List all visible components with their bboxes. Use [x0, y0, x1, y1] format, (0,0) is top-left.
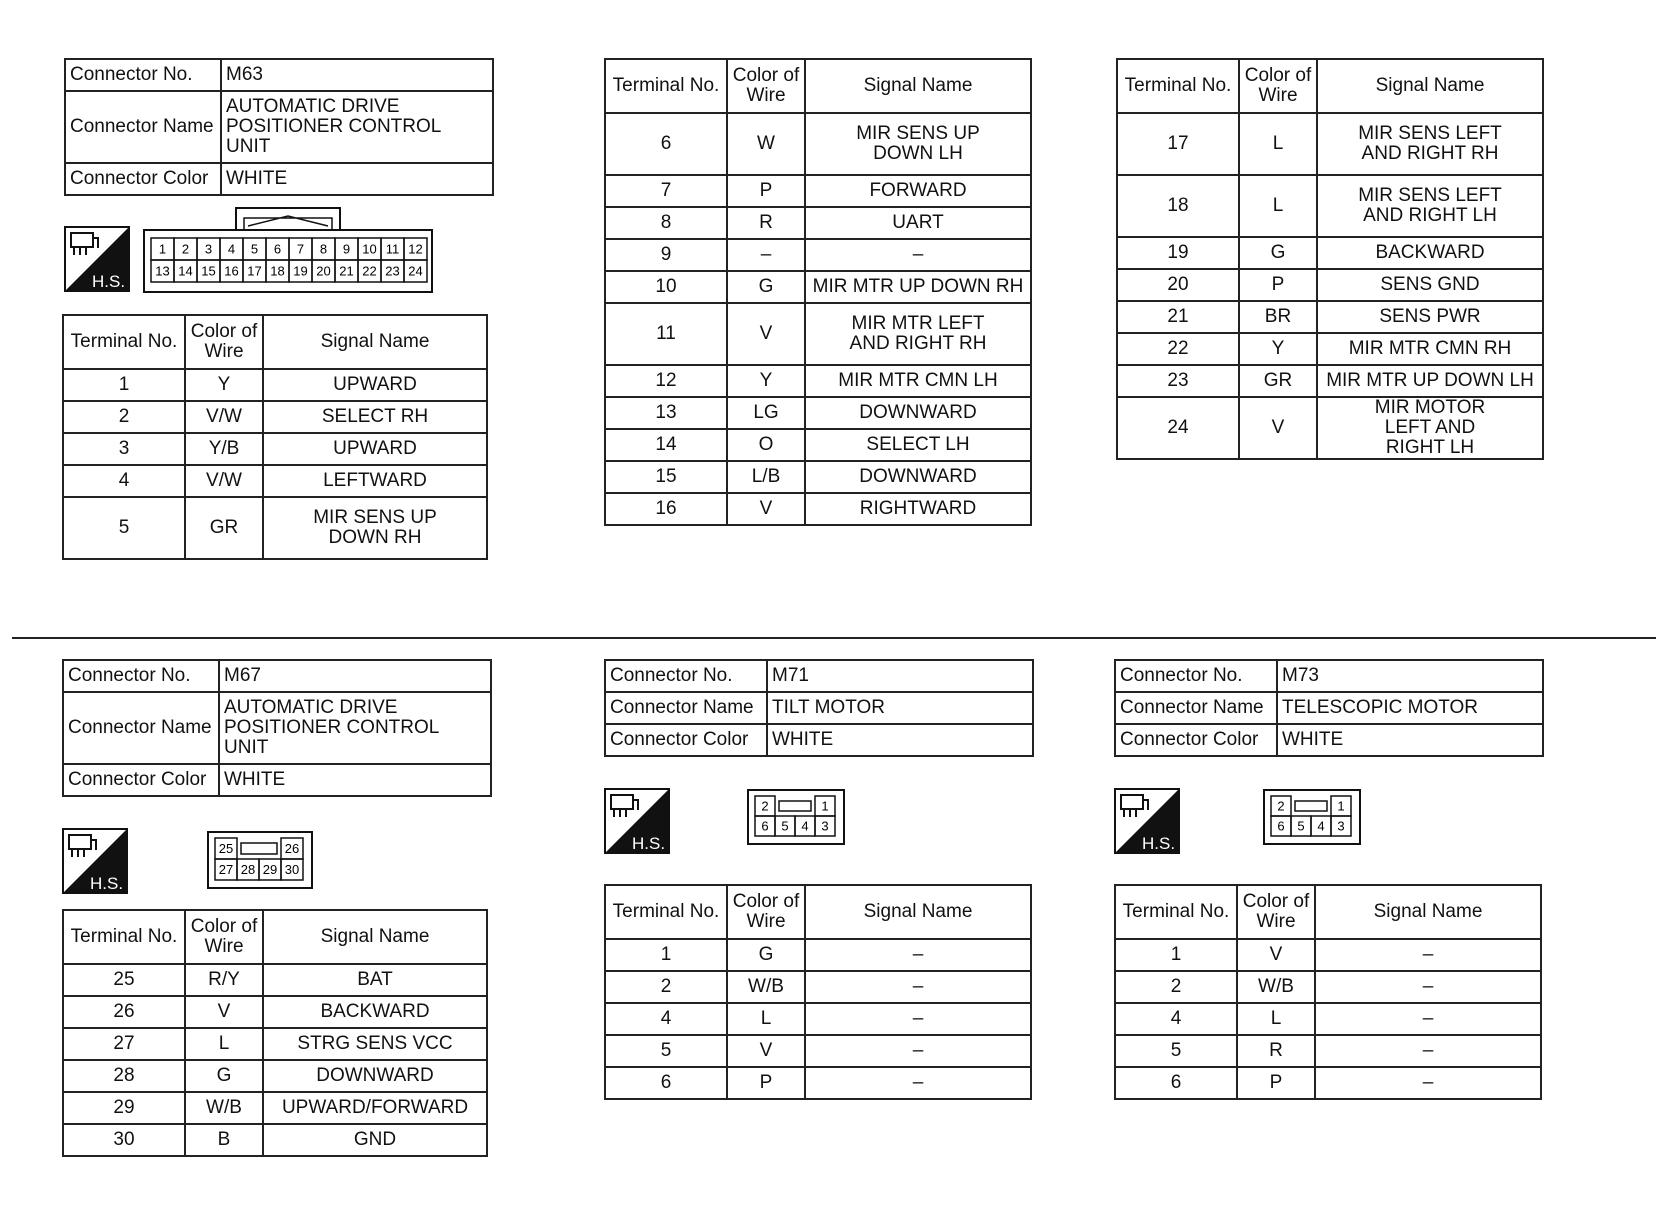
hs-label: H.S. [92, 272, 126, 291]
m63-terminal-table-a [62, 314, 488, 560]
signal-name-cell: SENS GND [1317, 269, 1543, 301]
signal-name-cell: SELECT RH [263, 401, 487, 433]
hs-label: H.S. [90, 874, 124, 893]
signal-name-cell: DOWNWARD [263, 1060, 487, 1092]
hs-icon [64, 226, 130, 292]
m67-connector-info [62, 659, 492, 797]
signal-name-header: Signal Name [805, 59, 1031, 113]
signal-name-header: Signal Name [1317, 59, 1543, 113]
m71-terminal-table [604, 884, 1032, 1100]
signal-name-cell: BACKWARD [1317, 237, 1543, 269]
terminal-no-cell: 13 [605, 397, 727, 429]
connector-no-value: M67 [219, 660, 491, 692]
terminal-no-cell: 5 [605, 1035, 727, 1067]
hs-label: H.S. [632, 834, 666, 853]
wire-color-cell: L [727, 1003, 805, 1035]
m73-terminal-table [1114, 884, 1542, 1100]
table-row [1117, 113, 1543, 175]
connector-color-label: Connector Color [65, 163, 221, 195]
wire-color-cell: Y [727, 365, 805, 397]
wire-color-cell: V [727, 1035, 805, 1067]
wire-color-cell: P [1239, 269, 1317, 301]
table-row [63, 497, 487, 559]
wire-color-cell: O [727, 429, 805, 461]
terminal-no-cell: 1 [63, 369, 185, 401]
wire-color-cell: P [727, 1067, 805, 1099]
connector-name-value: AUTOMATIC DRIVE POSITIONER CONTROL UNIT [221, 91, 493, 163]
pin-number: 8 [319, 241, 328, 257]
pin-number: 15 [201, 263, 216, 279]
signal-name-header: Signal Name [1315, 885, 1541, 939]
pin-number: 3 [821, 818, 829, 834]
signal-name-cell: MIR MTR UP DOWN RH [805, 271, 1031, 303]
signal-name-cell: – [1315, 1035, 1541, 1067]
color-of-wire-header: Color of Wire [727, 59, 805, 113]
terminal-no-cell: 9 [605, 239, 727, 271]
table-row [605, 175, 1031, 207]
terminal-no-cell: 28 [63, 1060, 185, 1092]
signal-name-cell: MIR MTR LEFT AND RIGHT RH [805, 303, 1031, 365]
table-row [63, 369, 487, 401]
hs-label: H.S. [1142, 834, 1176, 853]
table-row [605, 303, 1031, 365]
table-row [1115, 971, 1541, 1003]
table-row [605, 207, 1031, 239]
terminal-no-cell: 4 [605, 1003, 727, 1035]
connector-color-label: Connector Color [63, 764, 219, 796]
pin-number: 28 [240, 862, 256, 878]
signal-name-cell: MIR MOTOR LEFT AND RIGHT LH [1317, 397, 1543, 459]
m63-connector-face [142, 204, 438, 294]
header-row [63, 315, 487, 369]
table-row [605, 397, 1031, 429]
connector-name-label: Connector Name [65, 91, 221, 163]
signal-name-cell: DOWNWARD [805, 461, 1031, 493]
terminal-no-cell: 20 [1117, 269, 1239, 301]
table-row [605, 939, 1031, 971]
connector-key [1295, 801, 1327, 811]
connector-color-row [63, 764, 491, 796]
table-row [63, 1060, 487, 1092]
pin-number: 20 [316, 263, 331, 279]
table-row [63, 964, 487, 996]
m63-terminal-table-b [604, 58, 1032, 526]
terminal-no-cell: 6 [605, 113, 727, 175]
header-row [605, 59, 1031, 113]
wire-color-cell: Y [185, 369, 263, 401]
connector-name-row [1115, 692, 1543, 724]
signal-name-cell: UPWARD [263, 433, 487, 465]
wire-color-cell: BR [1239, 301, 1317, 333]
wire-color-cell: L [1237, 1003, 1315, 1035]
wire-color-cell: P [1237, 1067, 1315, 1099]
signal-name-cell: – [805, 239, 1031, 271]
signal-name-cell: – [805, 1067, 1031, 1099]
pin-number: 4 [1317, 818, 1325, 834]
connector-color-value: WHITE [1277, 724, 1543, 756]
table-row [605, 493, 1031, 525]
table-row [605, 271, 1031, 303]
table-row [1117, 397, 1543, 459]
wire-color-cell: R [727, 207, 805, 239]
pin-number: 11 [385, 241, 400, 257]
connector-name-label: Connector Name [63, 692, 219, 764]
terminal-no-cell: 4 [63, 465, 185, 497]
connector-name-row [605, 692, 1033, 724]
wire-color-cell: L/B [727, 461, 805, 493]
connector-no-label: Connector No. [1115, 660, 1277, 692]
terminal-no-header: Terminal No. [605, 885, 727, 939]
table-row [605, 239, 1031, 271]
connector-name-value: AUTOMATIC DRIVE POSITIONER CONTROL UNIT [219, 692, 491, 764]
signal-name-cell: GND [263, 1124, 487, 1156]
wire-color-cell: B [185, 1124, 263, 1156]
connector-color-row [65, 163, 493, 195]
connector-key [779, 801, 811, 811]
terminal-no-cell: 2 [1115, 971, 1237, 1003]
pin-number: 17 [247, 263, 262, 279]
table-row [1115, 939, 1541, 971]
terminal-no-cell: 7 [605, 175, 727, 207]
terminal-no-header: Terminal No. [63, 910, 185, 964]
signal-name-cell: – [1315, 1003, 1541, 1035]
wire-color-cell: W/B [727, 971, 805, 1003]
wire-color-cell: V [185, 996, 263, 1028]
m63-connector-info [64, 58, 494, 196]
signal-name-cell: UPWARD [263, 369, 487, 401]
terminal-no-cell: 6 [1115, 1067, 1237, 1099]
wire-color-cell: V [1237, 939, 1315, 971]
table-row [605, 1067, 1031, 1099]
terminal-no-header: Terminal No. [1117, 59, 1239, 113]
pin-number: 23 [385, 263, 400, 279]
pin-number: 6 [273, 241, 282, 257]
m67-connector-face [206, 830, 316, 892]
table-row [605, 365, 1031, 397]
pin-number: 14 [178, 263, 193, 279]
table-row [1117, 301, 1543, 333]
m71-connector-info [604, 659, 1034, 757]
table-row [1117, 333, 1543, 365]
signal-name-cell: MIR SENS UP DOWN RH [263, 497, 487, 559]
color-of-wire-header: Color of Wire [185, 315, 263, 369]
connector-color-label: Connector Color [1115, 724, 1277, 756]
terminal-no-cell: 10 [605, 271, 727, 303]
header-row [63, 910, 487, 964]
pin-number: 9 [342, 241, 351, 257]
wire-color-cell: W [727, 113, 805, 175]
signal-name-cell: RIGHTWARD [805, 493, 1031, 525]
terminal-no-cell: 19 [1117, 237, 1239, 269]
terminal-no-cell: 23 [1117, 365, 1239, 397]
wire-color-cell: G [1239, 237, 1317, 269]
wire-color-cell: GR [1239, 365, 1317, 397]
signal-name-header: Signal Name [263, 315, 487, 369]
header-row [1117, 59, 1543, 113]
terminal-no-cell: 29 [63, 1092, 185, 1124]
pin-number: 2 [1277, 798, 1285, 814]
terminal-no-cell: 3 [63, 433, 185, 465]
connector-color-row [1115, 724, 1543, 756]
terminal-no-cell: 6 [605, 1067, 727, 1099]
table-row [63, 433, 487, 465]
table-row [1117, 365, 1543, 397]
color-of-wire-header: Color of Wire [1237, 885, 1315, 939]
wire-color-cell: V [727, 303, 805, 365]
wire-color-cell: G [727, 271, 805, 303]
wire-color-cell: G [727, 939, 805, 971]
table-row [63, 1028, 487, 1060]
table-row [1117, 269, 1543, 301]
pin-number: 2 [181, 241, 190, 257]
connector-name-label: Connector Name [605, 692, 767, 724]
pin-number: 27 [218, 862, 234, 878]
signal-name-cell: SELECT LH [805, 429, 1031, 461]
connector-name-value: TELESCOPIC MOTOR [1277, 692, 1543, 724]
table-row [605, 1035, 1031, 1067]
pin-number: 25 [218, 841, 234, 857]
wire-color-cell: V [1239, 397, 1317, 459]
terminal-no-cell: 2 [605, 971, 727, 1003]
wire-color-cell: LG [727, 397, 805, 429]
terminal-no-cell: 1 [1115, 939, 1237, 971]
table-row [605, 429, 1031, 461]
pin-number: 29 [262, 862, 278, 878]
pin-number: 5 [1297, 818, 1305, 834]
pin-number: 18 [270, 263, 285, 279]
connector-color-value: WHITE [767, 724, 1033, 756]
signal-name-cell: – [805, 971, 1031, 1003]
wire-color-cell: G [185, 1060, 263, 1092]
pin-number: 6 [1277, 818, 1285, 834]
connector-no-label: Connector No. [63, 660, 219, 692]
header-row [1115, 885, 1541, 939]
signal-name-cell: STRG SENS VCC [263, 1028, 487, 1060]
signal-name-cell: BAT [263, 964, 487, 996]
signal-name-cell: SENS PWR [1317, 301, 1543, 333]
terminal-no-cell: 4 [1115, 1003, 1237, 1035]
m73-connector-face [1262, 788, 1364, 848]
wire-color-cell: P [727, 175, 805, 207]
table-row [605, 113, 1031, 175]
terminal-no-cell: 30 [63, 1124, 185, 1156]
connector-key [241, 843, 277, 854]
wire-color-cell: L [1239, 175, 1317, 237]
pin-number: 5 [781, 818, 789, 834]
pin-number: 24 [408, 263, 423, 279]
terminal-no-cell: 5 [1115, 1035, 1237, 1067]
signal-name-cell: – [805, 939, 1031, 971]
terminal-no-cell: 21 [1117, 301, 1239, 333]
pin-number: 1 [158, 241, 167, 257]
signal-name-cell: MIR MTR CMN LH [805, 365, 1031, 397]
wire-color-cell: W/B [185, 1092, 263, 1124]
terminal-no-cell: 25 [63, 964, 185, 996]
terminal-no-cell: 16 [605, 493, 727, 525]
table-row [63, 401, 487, 433]
wire-color-cell: – [727, 239, 805, 271]
connector-color-value: WHITE [219, 764, 491, 796]
wire-color-cell: L [185, 1028, 263, 1060]
hs-icon [604, 788, 670, 854]
m71-connector-face [746, 788, 848, 848]
connector-no-row [605, 660, 1033, 692]
signal-name-header: Signal Name [263, 910, 487, 964]
connector-no-row [65, 59, 493, 91]
terminal-no-cell: 22 [1117, 333, 1239, 365]
signal-name-cell: DOWNWARD [805, 397, 1031, 429]
wire-color-cell: GR [185, 497, 263, 559]
connector-color-value: WHITE [221, 163, 493, 195]
terminal-no-cell: 2 [63, 401, 185, 433]
table-row [1115, 1067, 1541, 1099]
connector-no-row [1115, 660, 1543, 692]
terminal-no-cell: 12 [605, 365, 727, 397]
table-row [1117, 237, 1543, 269]
signal-name-cell: BACKWARD [263, 996, 487, 1028]
wire-color-cell: W/B [1237, 971, 1315, 1003]
connector-no-label: Connector No. [65, 59, 221, 91]
connector-no-value: M71 [767, 660, 1033, 692]
terminal-no-cell: 8 [605, 207, 727, 239]
signal-name-cell: MIR MTR UP DOWN LH [1317, 365, 1543, 397]
table-row [605, 971, 1031, 1003]
pin-number: 10 [362, 241, 377, 257]
pin-number: 21 [339, 263, 354, 279]
wire-color-cell: R [1237, 1035, 1315, 1067]
table-row [63, 1124, 487, 1156]
header-row [605, 885, 1031, 939]
connector-name-value: TILT MOTOR [767, 692, 1033, 724]
pin-number: 4 [227, 241, 236, 257]
color-of-wire-header: Color of Wire [1239, 59, 1317, 113]
wire-color-cell: V [727, 493, 805, 525]
signal-name-cell: FORWARD [805, 175, 1031, 207]
hs-icon [62, 828, 128, 894]
pin-number: 26 [284, 841, 300, 857]
table-row [63, 996, 487, 1028]
signal-name-cell: MIR SENS LEFT AND RIGHT RH [1317, 113, 1543, 175]
terminal-no-cell: 17 [1117, 113, 1239, 175]
table-row [1115, 1003, 1541, 1035]
table-row [1117, 175, 1543, 237]
terminal-no-cell: 24 [1117, 397, 1239, 459]
table-row [63, 465, 487, 497]
terminal-no-cell: 26 [63, 996, 185, 1028]
pin-number: 1 [1337, 798, 1345, 814]
pin-number: 6 [761, 818, 769, 834]
wire-color-cell: R/Y [185, 964, 263, 996]
hs-icon [1114, 788, 1180, 854]
pin-number: 3 [204, 241, 213, 257]
signal-name-header: Signal Name [805, 885, 1031, 939]
signal-name-cell: – [1315, 939, 1541, 971]
connector-name-row [63, 692, 491, 764]
signal-name-cell: UPWARD/FORWARD [263, 1092, 487, 1124]
signal-name-cell: MIR MTR CMN RH [1317, 333, 1543, 365]
pin-number: 1 [821, 798, 829, 814]
color-of-wire-header: Color of Wire [727, 885, 805, 939]
signal-name-cell: MIR SENS LEFT AND RIGHT LH [1317, 175, 1543, 237]
signal-name-cell: – [805, 1003, 1031, 1035]
table-row [605, 461, 1031, 493]
pin-number: 30 [284, 862, 300, 878]
connector-color-label: Connector Color [605, 724, 767, 756]
terminal-no-cell: 18 [1117, 175, 1239, 237]
connector-no-value: M73 [1277, 660, 1543, 692]
connector-no-label: Connector No. [605, 660, 767, 692]
wire-color-cell: L [1239, 113, 1317, 175]
connector-name-row [65, 91, 493, 163]
wire-color-cell: Y [1239, 333, 1317, 365]
section-divider [12, 637, 1656, 639]
color-of-wire-header: Color of Wire [185, 910, 263, 964]
m73-connector-info [1114, 659, 1544, 757]
pin-number: 3 [1337, 818, 1345, 834]
terminal-no-header: Terminal No. [605, 59, 727, 113]
connector-color-row [605, 724, 1033, 756]
table-row [1115, 1035, 1541, 1067]
wire-color-cell: V/W [185, 401, 263, 433]
pin-number: 4 [801, 818, 809, 834]
terminal-no-header: Terminal No. [63, 315, 185, 369]
pin-number: 19 [293, 263, 308, 279]
signal-name-cell: – [1315, 1067, 1541, 1099]
terminal-no-cell: 5 [63, 497, 185, 559]
terminal-no-cell: 27 [63, 1028, 185, 1060]
terminal-no-cell: 15 [605, 461, 727, 493]
pin-number: 5 [250, 241, 259, 257]
pin-number: 13 [155, 263, 170, 279]
terminal-no-cell: 14 [605, 429, 727, 461]
wire-color-cell: Y/B [185, 433, 263, 465]
m67-terminal-table [62, 909, 488, 1157]
connector-no-value: M63 [221, 59, 493, 91]
signal-name-cell: – [1315, 971, 1541, 1003]
table-row [605, 1003, 1031, 1035]
signal-name-cell: UART [805, 207, 1031, 239]
terminal-no-cell: 11 [605, 303, 727, 365]
signal-name-cell: LEFTWARD [263, 465, 487, 497]
terminal-no-cell: 1 [605, 939, 727, 971]
pin-number: 7 [296, 241, 305, 257]
pin-number: 2 [761, 798, 769, 814]
wire-color-cell: V/W [185, 465, 263, 497]
signal-name-cell: – [805, 1035, 1031, 1067]
pin-number: 22 [362, 263, 377, 279]
connector-name-label: Connector Name [1115, 692, 1277, 724]
signal-name-cell: MIR SENS UP DOWN LH [805, 113, 1031, 175]
pin-number: 16 [224, 263, 239, 279]
connector-no-row [63, 660, 491, 692]
pin-number: 12 [408, 241, 423, 257]
table-row [63, 1092, 487, 1124]
terminal-no-header: Terminal No. [1115, 885, 1237, 939]
m63-terminal-table-c [1116, 58, 1544, 460]
